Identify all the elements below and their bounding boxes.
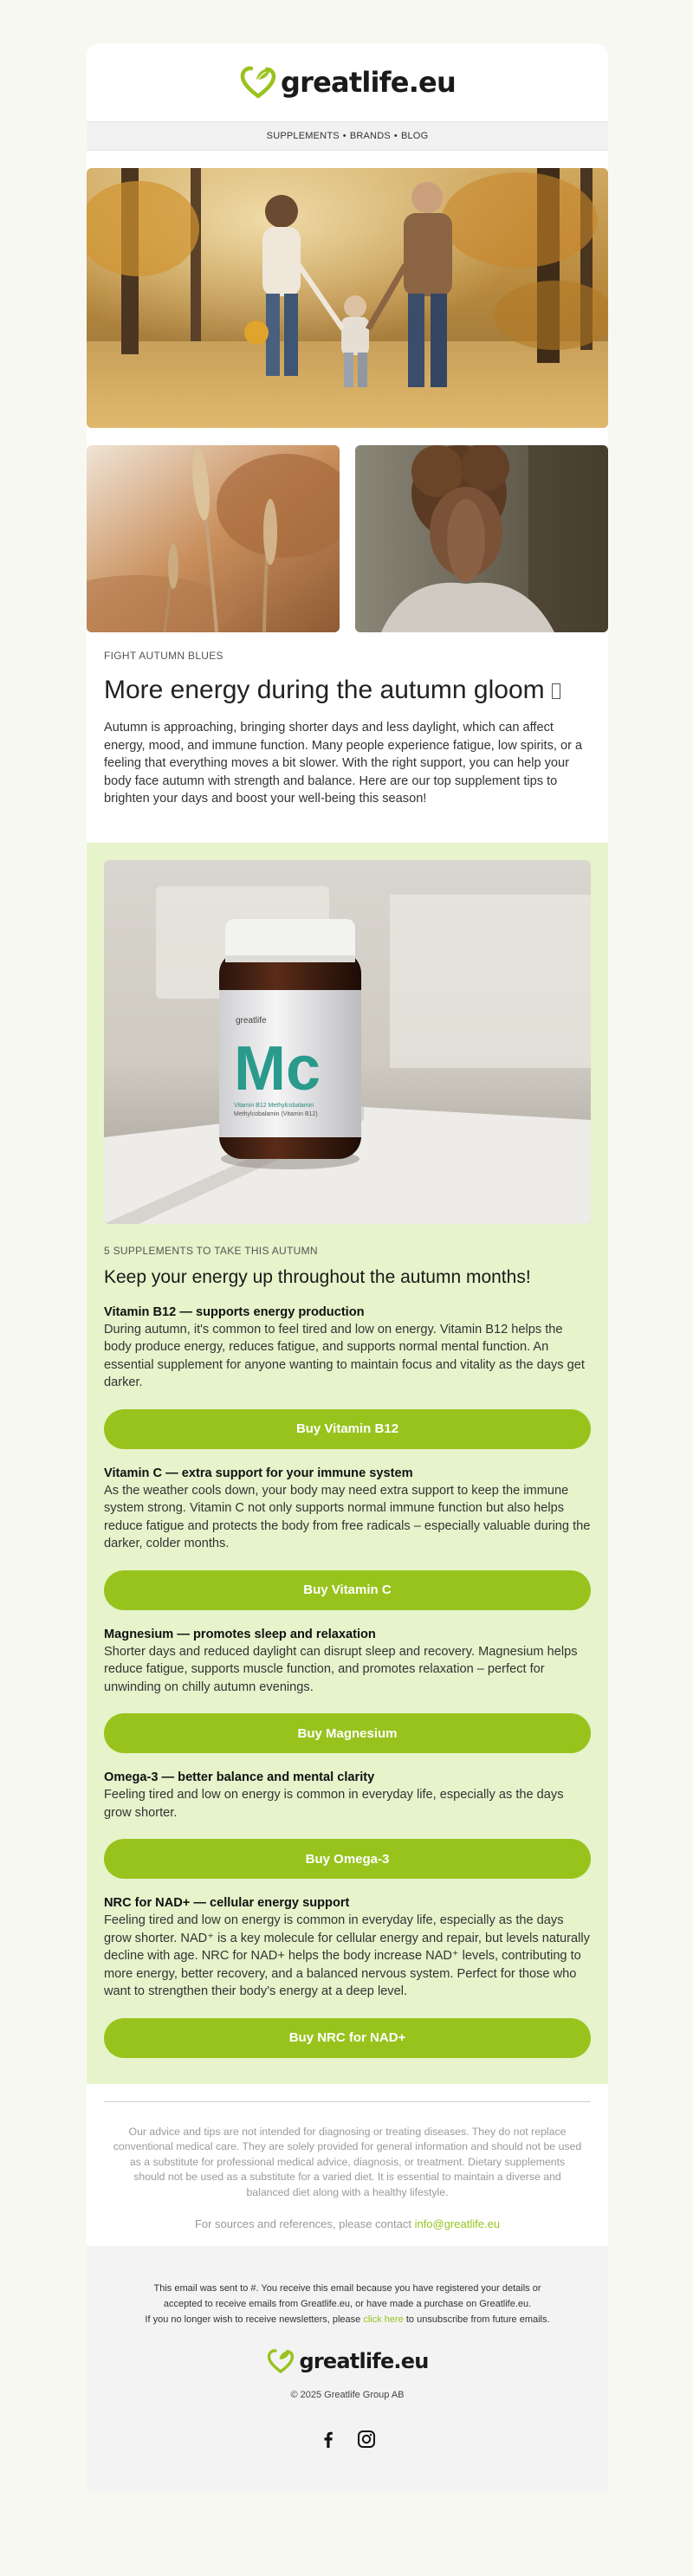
brand-logo[interactable] xyxy=(239,65,456,100)
autumn-grass-image xyxy=(87,445,340,632)
product-body: Feeling tired and low on energy is common in everyday life, especially as the days grow shorter. xyxy=(104,1788,564,1820)
nav-brands[interactable]: BRANDS xyxy=(349,131,391,141)
footer-brand-logo[interactable] xyxy=(113,2348,582,2374)
buy-nrc-nad-button[interactable]: Buy NRC for NAD+ xyxy=(104,2018,591,2058)
sources-line xyxy=(87,2217,608,2230)
nav-separator: • xyxy=(342,131,346,141)
footer-line-3-pre: If you no longer wish to receive newsletters, please xyxy=(145,2314,364,2325)
product-body: As the weather cools down, your body may need extra support to keep the immune system strong. Vitamin C not only supports normal immune function but also helps reduce fatigue and protects the body from free radicals – especially valuable during the darker, colder months. xyxy=(104,1483,591,1550)
product-title: Vitamin C — extra support for your immune system xyxy=(104,1466,413,1480)
intro-body: Autumn is approaching, bringing shorter days and less daylight, which can affect energy, mood, and immune function. Many people experience fatigue, low spirits, or a feeling that everything moves a bit slower. With the right support, you can help your body face autumn with strength and balance. Here are our top supplement tips to brighten your days and boost your well-being this season! xyxy=(104,721,583,806)
product-body: Shorter days and reduced daylight can disrupt sleep and recovery. Magnesium helps reduce fatigue, supports muscle function, and promotes relaxation – perfect for unwinding on chilly autumn evenings. xyxy=(104,1644,578,1694)
brand-name: greatlife.eu xyxy=(281,66,456,99)
missing-glyph-icon xyxy=(552,683,560,699)
intro-title-text: More energy during the autumn gloom xyxy=(104,676,545,704)
email-container xyxy=(87,43,608,2492)
nav-supplements[interactable]: SUPPLEMENTS xyxy=(266,131,340,141)
buy-magnesium-button[interactable]: Buy Magnesium xyxy=(104,1713,591,1753)
supplements-section xyxy=(87,843,608,2084)
instagram-icon[interactable] xyxy=(357,2430,376,2449)
product-omega-3 xyxy=(104,1770,591,1879)
product-title: Omega-3 — better balance and mental clarity xyxy=(104,1770,375,1784)
hero-image xyxy=(87,168,608,428)
bottle-letters-text: Mc xyxy=(234,1033,321,1104)
bottle-line1-text: Vitamin B12 Methylcobalamin xyxy=(234,1102,314,1109)
product-vitamin-c xyxy=(104,1466,591,1610)
product-title: Magnesium — promotes sleep and relaxation xyxy=(104,1627,376,1641)
intro-eyebrow: FIGHT AUTUMN BLUES xyxy=(104,650,223,662)
top-nav xyxy=(87,121,608,151)
product-nrc-nad xyxy=(104,1896,591,2058)
sources-text: For sources and references, please contact xyxy=(194,2217,415,2230)
buy-vitamin-c-button[interactable]: Buy Vitamin C xyxy=(104,1570,591,1610)
product-title: Vitamin B12 — supports energy production xyxy=(104,1304,365,1319)
intro-title xyxy=(104,674,591,707)
heart-leaf-icon xyxy=(266,2348,295,2374)
bottle-brand-text: greatlife xyxy=(236,1015,267,1026)
intro-section xyxy=(87,632,608,808)
footer-line-3-post: to unsubscribe from future emails. xyxy=(403,2314,550,2325)
tired-woman-image xyxy=(355,445,608,632)
brand-name: greatlife.eu xyxy=(299,2349,429,2373)
sources-email-link[interactable]: info@greatlife.eu xyxy=(414,2217,501,2230)
footer-line-1: This email was sent to #. You receive this email because you have registered your details or xyxy=(153,2283,541,2294)
facebook-icon[interactable] xyxy=(319,2430,338,2449)
product-body: During autumn, it's common to feel tired and low on energy. Vitamin B12 helps the body produce energy, reduces fatigue, and supports normal mental function. An essential supplement for anyone wanting to maintain focus and vitality as the days get darker. xyxy=(104,1322,585,1389)
nav-separator: • xyxy=(393,131,398,141)
heart-leaf-icon xyxy=(239,65,277,100)
supplements-title: Keep your energy up throughout the autumn months! xyxy=(104,1266,531,1287)
medical-disclaimer: Our advice and tips are not intended for diagnosing or treating diseases. They do not replace conventional medical care. They are solely provided for general information and should not be used as a substitute for professional medical advice, diagnosis, or treatment. Dietary supplements should not be used as a substitute for a varied diet. It is essential to maintain a diverse and balanced diet along with a healthy lifestyle. xyxy=(113,2125,582,2198)
social-links xyxy=(113,2430,582,2449)
product-body: Feeling tired and low on energy is common in everyday life, especially as the days grow shorter. NAD⁺ is a key molecule for cellular energy and repair, but levels naturally decline with age. NRC for NAD+ helps the body increase NAD⁺ levels, contributing to more energy, better recovery, and a balanced nervous system. Perfect for those who want to strengthen their body's energy at a deep level. xyxy=(104,1913,590,1998)
product-title: NRC for NAD+ — cellular energy support xyxy=(104,1896,350,1910)
bottle-line2-text: Methylcobalamin (Vitamin B12) xyxy=(234,1110,318,1117)
photo-row xyxy=(87,445,608,632)
copyright: © 2025 Greatlife Group AB xyxy=(290,2390,405,2400)
product-magnesium xyxy=(104,1628,591,1754)
unsubscribe-link[interactable]: click here xyxy=(363,2314,404,2325)
buy-omega-3-button[interactable]: Buy Omega-3 xyxy=(104,1839,591,1879)
buy-vitamin-b12-button[interactable]: Buy Vitamin B12 xyxy=(104,1409,591,1449)
vitamin-b12-bottle-image xyxy=(104,860,591,1224)
nav-blog[interactable]: BLOG xyxy=(400,131,429,141)
product-vitamin-b12 xyxy=(104,1305,591,1449)
footer-line-2: accepted to receive emails from Greatlife.eu, or have made a purchase on Greatlife.eu. xyxy=(163,2299,532,2309)
email-footer xyxy=(87,2246,608,2492)
supplements-eyebrow: 5 SUPPLEMENTS TO TAKE THIS AUTUMN xyxy=(104,1244,318,1257)
email-header xyxy=(87,43,608,121)
footer-notice xyxy=(113,2281,582,2327)
